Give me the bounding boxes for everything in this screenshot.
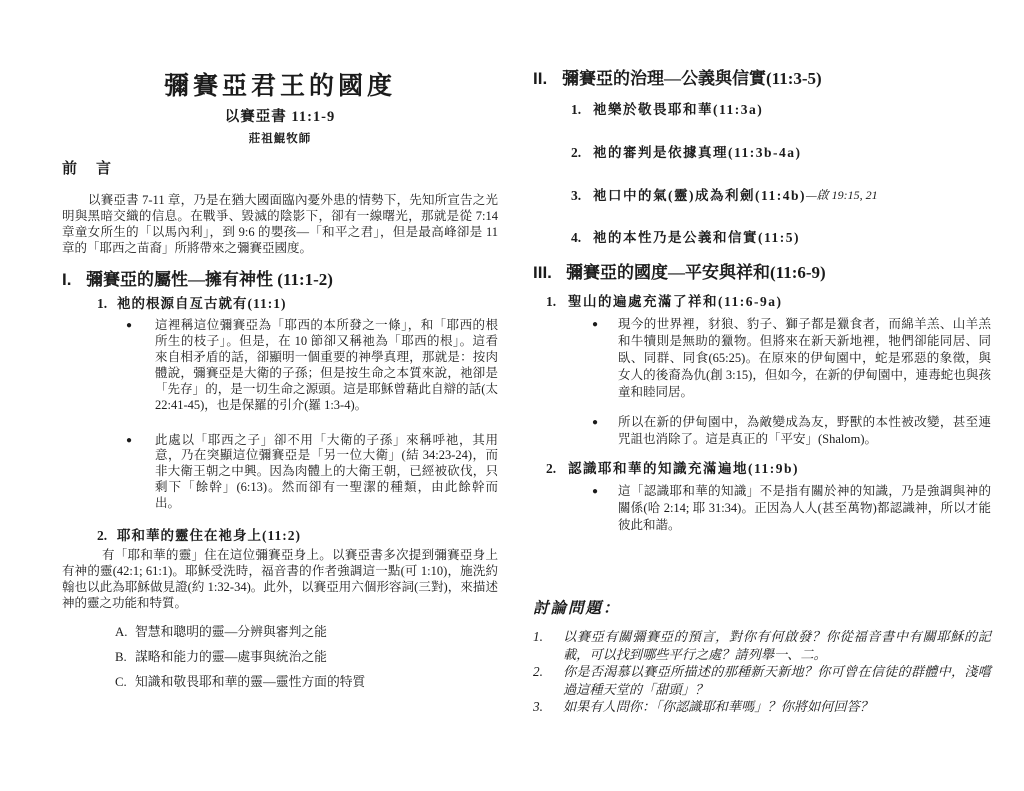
preface-heading: 前 言 — [62, 161, 114, 177]
bullet-text: 所以在新的伊甸園中，為敵變成為友，野獸的本性被改變，甚至連咒詛也消除了。這是真正的「平安」(Shalom)。 — [618, 415, 991, 446]
outline-item-1-1 — [97, 295, 498, 312]
section-1-label: I. — [62, 270, 72, 290]
item-number: 1. — [571, 102, 582, 117]
question-number: 1. — [533, 629, 543, 644]
sub-item-letter: B. — [115, 650, 127, 665]
item-number: 2. — [546, 461, 557, 476]
bullet-text: 此處以「耶西之子」卻不用「大衛的子孫」來稱呼祂，其用意，乃在突顯這位彌賽亞是「另一位大衛」(結 34:23-24)，而非大衛王朝之中興。因為肉體上的大衛王朝，已經被砍伐，只剩下「餘幹」(6:13)。然而卻有一聖潔的種類，由此餘幹而出。 — [155, 432, 498, 511]
item-number: 3. — [571, 188, 582, 203]
sub-item-B — [115, 649, 498, 665]
sub-item-text: 謀略和能力的靈—處事與統治之能 — [135, 650, 327, 665]
bullet-item — [126, 318, 498, 413]
outline-item-3-1 — [546, 293, 991, 310]
outline-item-2-4 — [571, 229, 991, 246]
bullet-text: 這「認識耶和華的知識」不是指有關於神的知識，乃是強調與神的關係(哈 2:14; 耶 31:34)。正因為人人(甚至萬物)都認識神，所以才能彼此和諧。 — [618, 484, 991, 532]
preface-paragraph: 以賽亞書 7-11 章，乃是在猶大國面臨內憂外患的情勢下，先知所宣告之光明與黑暗交織的信息。在戰爭、毀滅的陰影下，卻有一線曙光，那就是從 7:14 章童女所生的「以馬內利」，到 9:6 的嬰孩—「和平之君」，但是最高峰卻是 11 章的「耶西之苗裔」所將帶來之彌賽亞國度。 — [62, 193, 498, 255]
item-heading: 認識耶和華的知識充滿遍地(11:9b) — [568, 461, 799, 476]
item-heading: 耶和華的靈住在祂身上(11:2) — [117, 528, 301, 544]
bullet-item — [592, 316, 991, 401]
section-1-title: 彌賽亞的屬性—擁有神性 (11:1-2) — [86, 270, 333, 290]
bullet-icon: ● — [592, 417, 599, 428]
bullet-icon: ● — [126, 320, 133, 332]
sub-item-text: 知識和敬畏耶和華的靈—靈性方面的特質 — [135, 675, 366, 690]
section-2-title: 彌賽亞的治理—公義與信實(11:3-5) — [562, 69, 822, 88]
item-paragraph: 有「耶和華的靈」住在這位彌賽亞身上。以賽亞書多次提到彌賽亞身上有神的靈(42:1; 61:1)。耶穌受洗時，福音書的作者強調這一點(可 1:10)，施洗約翰也以此為耶穌做見證(約 1:32-34)。此外，以賽亞用六個形容詞(三對)，來描述神的靈之功能和特質。 — [62, 548, 498, 610]
author-line: 莊祖鯤牧師 — [248, 133, 312, 145]
item-number: 1. — [546, 294, 557, 309]
outline-item-2-1 — [571, 101, 991, 118]
discussion-question-2 — [533, 663, 991, 698]
document-title: 彌賽亞君王的國度 — [163, 73, 396, 100]
bullet-icon: ● — [592, 486, 599, 497]
item-number: 4. — [571, 230, 582, 245]
item-heading: 祂的根源自亙古就有(11:1) — [117, 296, 287, 312]
outline-item-1-2 — [97, 527, 498, 544]
question-number: 3. — [533, 699, 543, 714]
bullet-icon: ● — [592, 319, 599, 330]
question-number: 2. — [533, 664, 543, 679]
section-1-heading — [62, 269, 498, 291]
question-text: 以賽亞有關彌賽亞的預言，對你有何啟發？你從福音書中有關耶穌的記載，可以找到哪些平行之處？請列舉一、二。 — [563, 629, 991, 662]
bullet-item — [592, 483, 991, 534]
sub-item-A — [115, 624, 498, 640]
discussion-question-1 — [533, 628, 991, 663]
item-number: 2. — [97, 528, 108, 544]
question-text: 你是否渴慕以賽亞所描述的那種新天新地？你可曾在信徒的群體中，淺嚐過這種天堂的「甜頭」？ — [563, 664, 991, 697]
item-text: 祂的本性乃是公義和信實(11:5) — [593, 230, 800, 245]
section-3-heading — [533, 262, 991, 284]
section-2-label: II. — [533, 69, 548, 88]
section-3-label: III. — [533, 263, 552, 282]
item-heading: 聖山的遍處充滿了祥和(11:6-9a) — [568, 294, 783, 309]
item-text: 祂樂於敬畏耶和華(11:3a) — [593, 102, 764, 117]
question-text: 如果有人問你：「你認識耶和華嗎」？你將如何回答？ — [563, 699, 873, 714]
discussion-question-3 — [533, 698, 991, 716]
outline-item-2-2 — [571, 144, 991, 161]
item-number: 2. — [571, 145, 582, 160]
left-column — [62, 72, 498, 690]
outline-item-3-2 — [546, 460, 991, 477]
outline-item-2-3 — [571, 187, 991, 204]
right-column — [533, 62, 991, 716]
bullet-item — [592, 414, 991, 448]
bullet-item — [126, 433, 498, 513]
cross-reference: —啟 19:15, 21 — [806, 188, 878, 202]
item-text: 祂口中的氣(靈)成為利劍(11:4b) — [593, 188, 806, 203]
sub-item-letter: C. — [115, 675, 127, 690]
discussion-heading: 討論問題： — [533, 600, 621, 617]
sub-item-C — [115, 674, 498, 690]
bullet-text: 這裡稱這位彌賽亞為「耶西的本所發之一條」，和「耶西的根所生的枝子」。但是，在 10 節卻又稱祂為「耶西的根」。這看來自相矛盾的話，卻顯明一個重要的神學真理，那就是：按肉體說，彌賽亞是大衛的子孫；但是按生命之本質來說，祂卻是「先存」的，是一切生命之源頭。這是耶穌曾藉此自辯的話(太 22:41-45)，也是保羅的引介(羅 1:3-4)。 — [155, 318, 498, 412]
section-3-title: 彌賽亞的國度—平安與祥和(11:6-9) — [566, 263, 826, 282]
section-2-heading — [533, 68, 991, 90]
sub-item-text: 智慧和聰明的靈—分辨與審判之能 — [135, 625, 327, 640]
bullet-icon: ● — [126, 434, 133, 446]
scripture-reference: 以賽亞書 11:1-9 — [224, 109, 336, 125]
sub-item-letter: A. — [115, 625, 128, 640]
item-number: 1. — [97, 296, 108, 312]
bullet-text: 現今的世界裡，豺狼、豹子、獅子都是獵食者，而綿羊羔、山羊羔和牛犢則是無助的獵物。但將來在新天新地裡，牠們卻能同居、同臥、同群、同食(65:25)。在原來的伊甸園中，蛇是邪惡的象徵，與女人的後裔為仇(創 3:15)，但如今，在新的伊甸園中，連毒蛇也與孩童和睦同居。 — [618, 317, 991, 399]
item-text: 祂的審判是依據真理(11:3b-4a) — [593, 145, 802, 160]
